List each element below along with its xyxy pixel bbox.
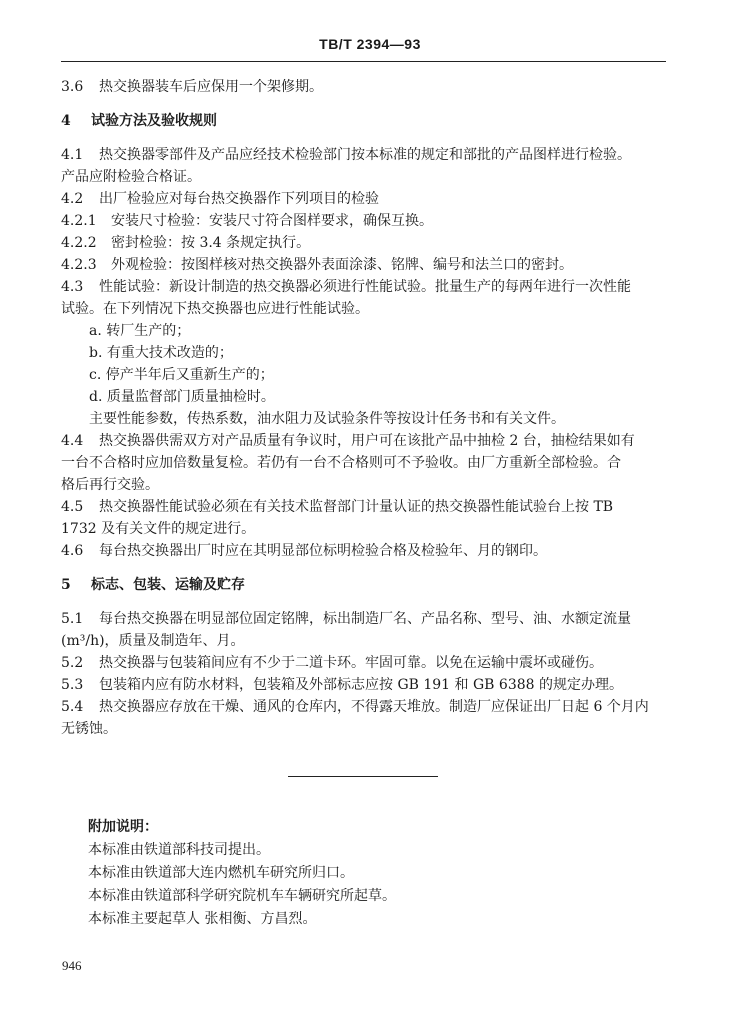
page-header-doc-id: TB/T 2394—93 xyxy=(319,36,421,52)
clause-4-4-cont-2: 格后再行交验。 xyxy=(61,477,159,493)
clause-5-3: 5.3 包装箱内应有防水材料，包装箱及外部标志应按 GB 191 和 GB 6388 的规定办理。 xyxy=(61,677,623,693)
clause-4-3-cont: 试验。在下列情况下热交换器也应进行性能试验。 xyxy=(61,301,369,317)
section-heading-4: 4 试验方法及验收规则 xyxy=(61,113,217,129)
section-heading-5: 5 标志、包装、运输及贮存 xyxy=(61,577,245,593)
additional-notes xyxy=(88,816,648,931)
clause-4-4: 4.4 热交换器供需双方对产品质量有争议时，用户可在该批产品中抽检 2 台，抽检结果如有 xyxy=(61,433,635,449)
clause-4-5: 4.5 热交换器性能试验必须在有关技术监督部门计量认证的热交换器性能试验台上按 TB xyxy=(61,499,614,515)
clause-4-2: 4.2 出厂检验应对每台热交换器作下列项目的检验 xyxy=(61,191,379,207)
clause-3-6: 3.6 热交换器装车后应保用一个架修期。 xyxy=(61,79,323,95)
list-item-b: b. 有重大技术改造的； xyxy=(89,345,233,361)
list-item-d: d. 质量监督部门质量抽检时。 xyxy=(89,389,275,405)
clause-4-6: 4.6 每台热交换器出厂时应在其明显部位标明检验合格及检验年、月的钢印。 xyxy=(61,543,547,559)
clause-4-2-1: 4.2.1 安装尺寸检验：安装尺寸符合图样要求，确保互换。 xyxy=(61,213,433,229)
list-item-c: c. 停产半年后又重新生产的； xyxy=(89,367,274,383)
notes-separator xyxy=(288,776,438,777)
header-rule xyxy=(61,61,666,62)
clause-4-4-cont-1: 一台不合格时应加倍数量复检。若仍有一台不合格则可不予验收。由厂方重新全部检验。合 xyxy=(61,455,621,471)
clause-5-4: 5.4 热交换器应存放在干燥、通风的仓库内，不得露天堆放。制造厂应保证出厂日起 6 个月内 xyxy=(61,699,649,715)
notes-line-2: 本标准由铁道部大连内燃机车研究所归口。 xyxy=(88,865,354,881)
clause-5-1-cont: (m³/h)，质量及制造年、月。 xyxy=(61,633,245,649)
clause-4-5-cont: 1732 及有关文件的规定进行。 xyxy=(61,521,256,537)
notes-title: 附加说明： xyxy=(88,819,158,835)
document-body xyxy=(61,76,667,740)
clause-5-2: 5.2 热交换器与包装箱间应有不少于二道卡环。牢固可靠。以免在运输中震坏或碰伤。 xyxy=(61,655,603,671)
notes-line-1: 本标准由铁道部科技司提出。 xyxy=(88,842,270,858)
clause-5-1: 5.1 每台热交换器在明显部位固定铭牌，标出制造厂名、产品名称、型号、油、水额定流量 xyxy=(61,611,631,627)
clause-5-4-cont: 无锈蚀。 xyxy=(61,721,117,737)
clause-4-1-cont: 产品应附检验合格证。 xyxy=(61,169,201,185)
clause-4-2-3: 4.2.3 外观检验：按图样核对热交换器外表面涂漆、铭牌、编号和法兰口的密封。 xyxy=(61,257,573,273)
notes-line-4: 本标准主要起草人 张相衡、方昌烈。 xyxy=(88,911,317,927)
clause-4-2-2: 4.2.2 密封检验：按 3.4 条规定执行。 xyxy=(61,235,311,251)
clause-4-1: 4.1 热交换器零部件及产品应经技术检验部门按本标准的规定和部批的产品图样进行检验。 xyxy=(61,147,631,163)
page-number: 946 xyxy=(62,958,82,973)
clause-4-3: 4.3 性能试验：新设计制造的热交换器必须进行性能试验。批量生产的每两年进行一次性能 xyxy=(61,279,631,295)
notes-line-3: 本标准由铁道部科学研究院机车车辆研究所起草。 xyxy=(88,888,396,904)
clause-4-3-note: 主要性能参数，传热系数，油水阻力及试验条件等按设计任务书和有关文件。 xyxy=(89,411,565,427)
list-item-a: a. 转厂生产的； xyxy=(89,323,191,339)
